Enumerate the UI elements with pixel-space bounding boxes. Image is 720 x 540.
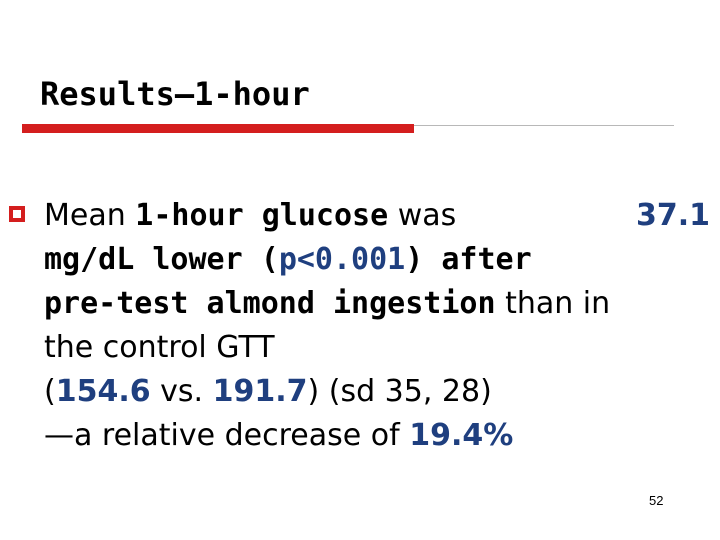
bullet-line-5 xyxy=(44,370,714,414)
slide-title: Results—1-hour xyxy=(40,75,310,113)
bullet-line-2 xyxy=(44,238,714,282)
text-vs: vs. xyxy=(150,374,213,409)
text-than-in: than in xyxy=(495,286,611,321)
almond-glucose-value: 154.6 xyxy=(55,374,151,409)
text-after: ) after xyxy=(405,242,532,277)
text-almond-ingestion: pre-test almond ingestion xyxy=(44,286,496,321)
glucose-difference-value: 37.1 xyxy=(635,198,710,233)
bullet-line-3 xyxy=(44,282,714,326)
text-relative-decrease: —a relative decrease of xyxy=(44,418,410,453)
text-mgdl-lower: mg/dL lower ( xyxy=(44,242,279,277)
hollow-square-bullet-icon xyxy=(9,206,25,222)
text-was: was xyxy=(388,198,457,233)
bullet-line-4: the control GTT xyxy=(44,330,275,365)
page-number: 52 xyxy=(649,493,664,508)
bullet-line-1 xyxy=(44,194,714,238)
bullet-text xyxy=(44,194,714,458)
title-underline-accent xyxy=(22,124,414,133)
text-1-hour-glucose: 1-hour glucose xyxy=(135,198,389,233)
title-underline-rule xyxy=(414,125,674,126)
bullet-line-6 xyxy=(44,414,714,458)
relative-decrease-value: 19.4% xyxy=(409,418,514,453)
p-value: p<0.001 xyxy=(278,242,406,277)
control-glucose-value: 191.7 xyxy=(212,374,308,409)
text-sd: ) (sd 35, 28) xyxy=(307,374,492,409)
text-open-paren: ( xyxy=(44,374,56,409)
text-mean: Mean xyxy=(44,198,136,233)
